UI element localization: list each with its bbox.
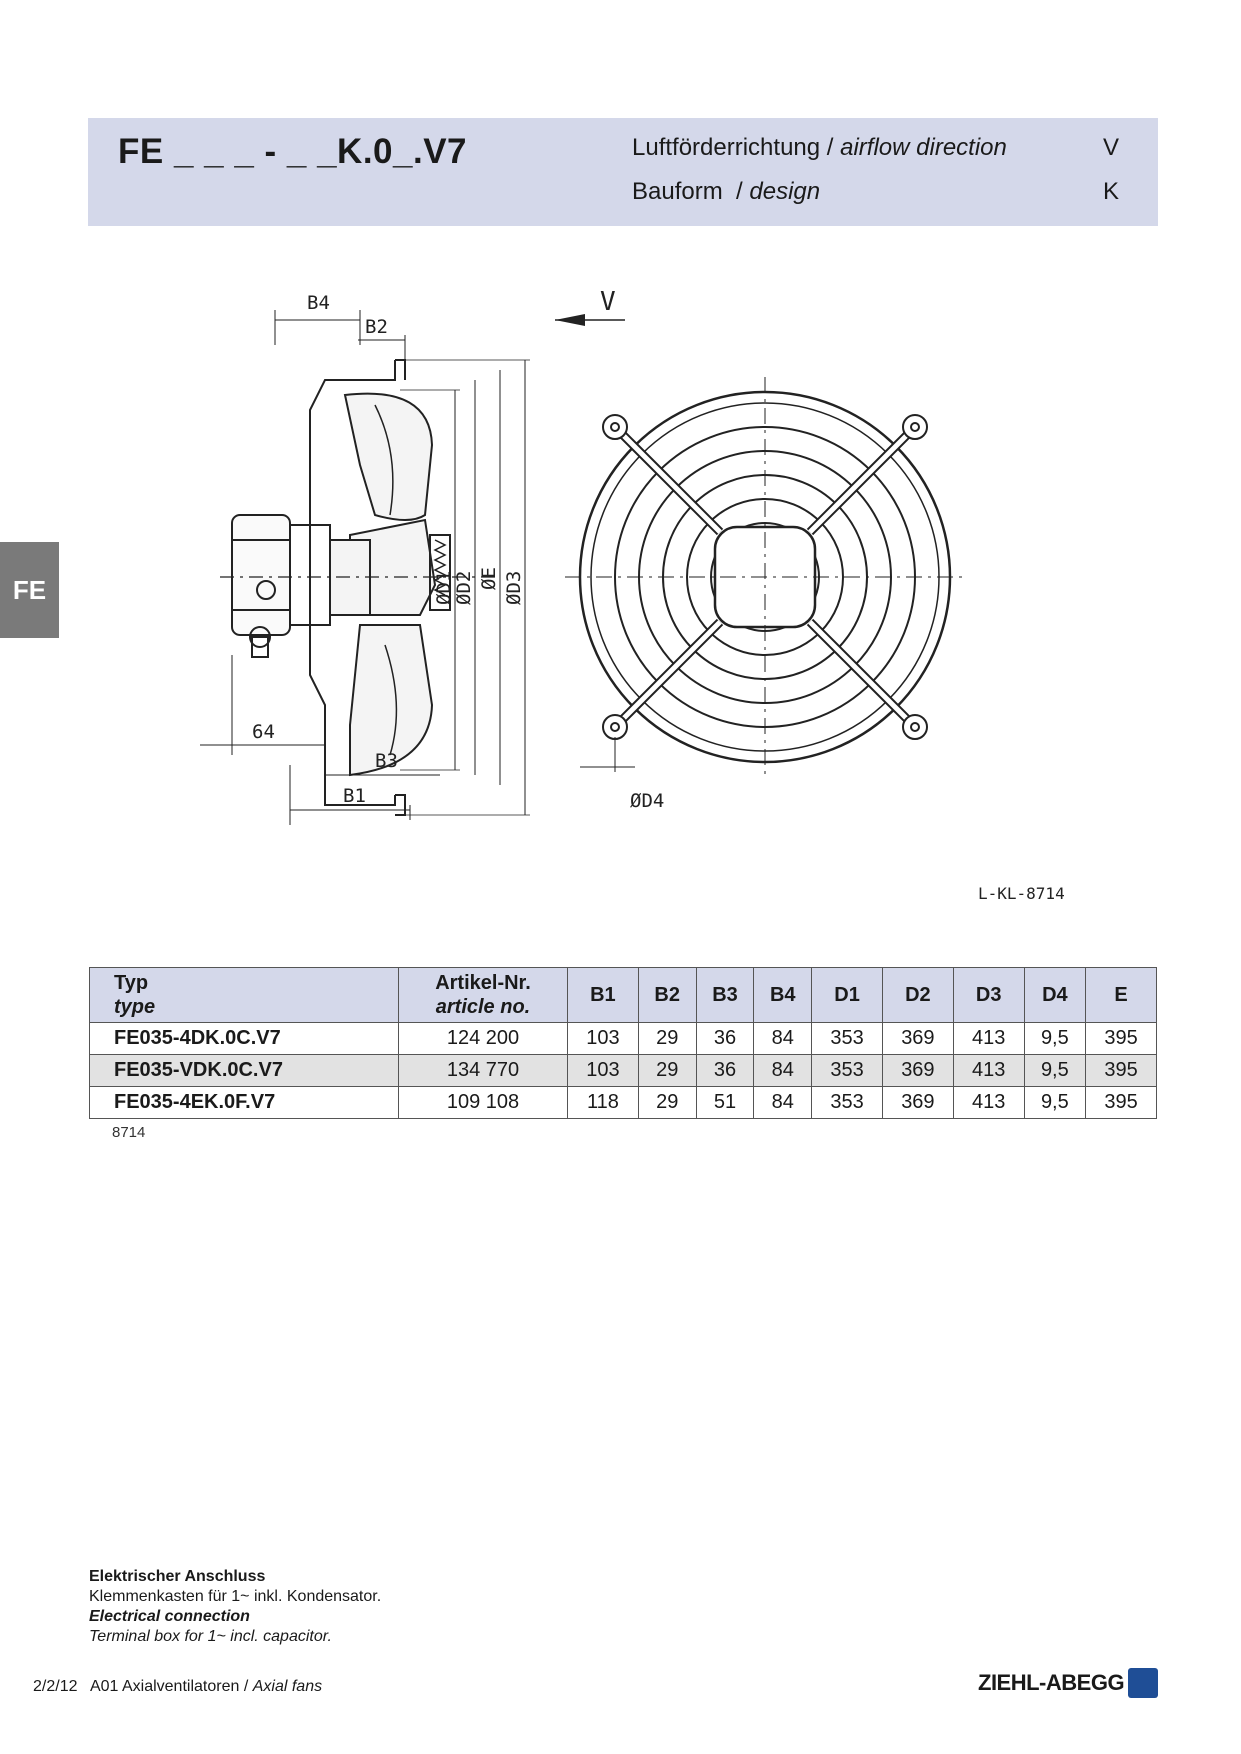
design-label: Bauform / design (632, 178, 821, 205)
cell-b1: 103 (568, 1023, 639, 1055)
cell-d2: 369 (882, 1023, 953, 1055)
cell-b2: 29 (638, 1055, 696, 1087)
electrical-text-en: Terminal box for 1~ incl. capacitor. (89, 1628, 332, 1645)
col-b4: B4 (754, 968, 812, 1023)
label-b1: B1 (343, 785, 366, 807)
electrical-title-de: Elektrischer Anschluss (89, 1568, 266, 1585)
cell-e: 395 (1086, 1055, 1157, 1087)
cell-d2: 369 (882, 1055, 953, 1087)
airflow-value: V (1103, 134, 1120, 161)
label-b2: B2 (365, 316, 388, 338)
table-row (90, 1023, 1157, 1055)
label-e: ØE (478, 567, 500, 590)
cell-b3: 36 (696, 1023, 754, 1055)
cell-e: 395 (1086, 1023, 1157, 1055)
label-d1: ØD1 (433, 570, 455, 605)
cell-d1: 353 (812, 1087, 883, 1119)
cell-type: FE035-4EK.0F.V7 (90, 1087, 399, 1119)
cell-d4: 9,5 (1024, 1023, 1086, 1055)
cell-d3: 413 (953, 1087, 1024, 1119)
electrical-connection (89, 1567, 381, 1647)
brand-logo-icon (1128, 1668, 1158, 1698)
cell-type: FE035-VDK.0C.V7 (90, 1055, 399, 1087)
front-view (565, 377, 965, 777)
page-number: 2/2/12 (33, 1678, 78, 1695)
section-tab: FE (0, 542, 59, 638)
col-d1: D1 (812, 968, 883, 1023)
col-d2: D2 (882, 968, 953, 1023)
cell-article: 124 200 (399, 1023, 568, 1055)
table-header-row (90, 968, 1157, 1023)
drawing-code: L-KL-8714 (978, 884, 1065, 903)
model-code: FE _ _ _ - _ _K.0_.V7 (118, 132, 468, 171)
cell-b4: 84 (754, 1087, 812, 1119)
cell-b2: 29 (638, 1087, 696, 1119)
table-note: 8714 (112, 1124, 146, 1141)
brand-name: ZIEHL-ABEGG (978, 1670, 1125, 1695)
cell-b4: 84 (754, 1055, 812, 1087)
label-v: V (600, 287, 616, 317)
col-e: E (1086, 968, 1157, 1023)
label-64: 64 (252, 721, 275, 743)
cell-e: 395 (1086, 1087, 1157, 1119)
cell-d3: 413 (953, 1055, 1024, 1087)
cell-type: FE035-4DK.0C.V7 (90, 1023, 399, 1055)
table-row (90, 1055, 1157, 1087)
label-b4: B4 (307, 292, 330, 314)
label-b3: B3 (375, 750, 398, 772)
electrical-title-en: Electrical connection (89, 1608, 250, 1625)
cell-d1: 353 (812, 1055, 883, 1087)
cell-d4: 9,5 (1024, 1055, 1086, 1087)
electrical-text-de: Klemmenkasten für 1~ inkl. Kondensator. (89, 1588, 382, 1605)
cell-b3: 36 (696, 1055, 754, 1087)
brand (978, 1668, 1158, 1698)
design-value: K (1103, 178, 1120, 205)
cell-d4: 9,5 (1024, 1087, 1086, 1119)
label-d4: ØD4 (630, 790, 665, 812)
section-name: A01 Axialventilatoren / (89, 1678, 249, 1695)
header-bar (88, 118, 1158, 226)
col-article: Artikel-Nr. article no. (399, 968, 568, 1023)
cell-b3: 51 (696, 1087, 754, 1119)
cell-article: 134 770 (399, 1055, 568, 1087)
cell-b1: 103 (568, 1055, 639, 1087)
label-d2: ØD2 (453, 570, 475, 605)
col-b3: B3 (696, 968, 754, 1023)
cell-d1: 353 (812, 1023, 883, 1055)
airflow-label: Luftförderrichtung / airflow direction (632, 134, 1007, 161)
cell-d2: 369 (882, 1087, 953, 1119)
cell-d3: 413 (953, 1023, 1024, 1055)
footer (33, 1678, 322, 1696)
cell-b4: 84 (754, 1023, 812, 1055)
cell-article: 109 108 (399, 1087, 568, 1119)
section-name-en: Axial fans (252, 1678, 323, 1695)
cell-b1: 118 (568, 1087, 639, 1119)
cell-b2: 29 (638, 1023, 696, 1055)
label-d3: ØD3 (503, 570, 525, 605)
col-b1: B1 (568, 968, 639, 1023)
col-b2: B2 (638, 968, 696, 1023)
fan-drawing (200, 285, 1080, 925)
col-d3: D3 (953, 968, 1024, 1023)
col-d4: D4 (1024, 968, 1086, 1023)
spec-table (89, 967, 1157, 1119)
table-row (90, 1087, 1157, 1119)
col-type: Typ type (90, 968, 399, 1023)
